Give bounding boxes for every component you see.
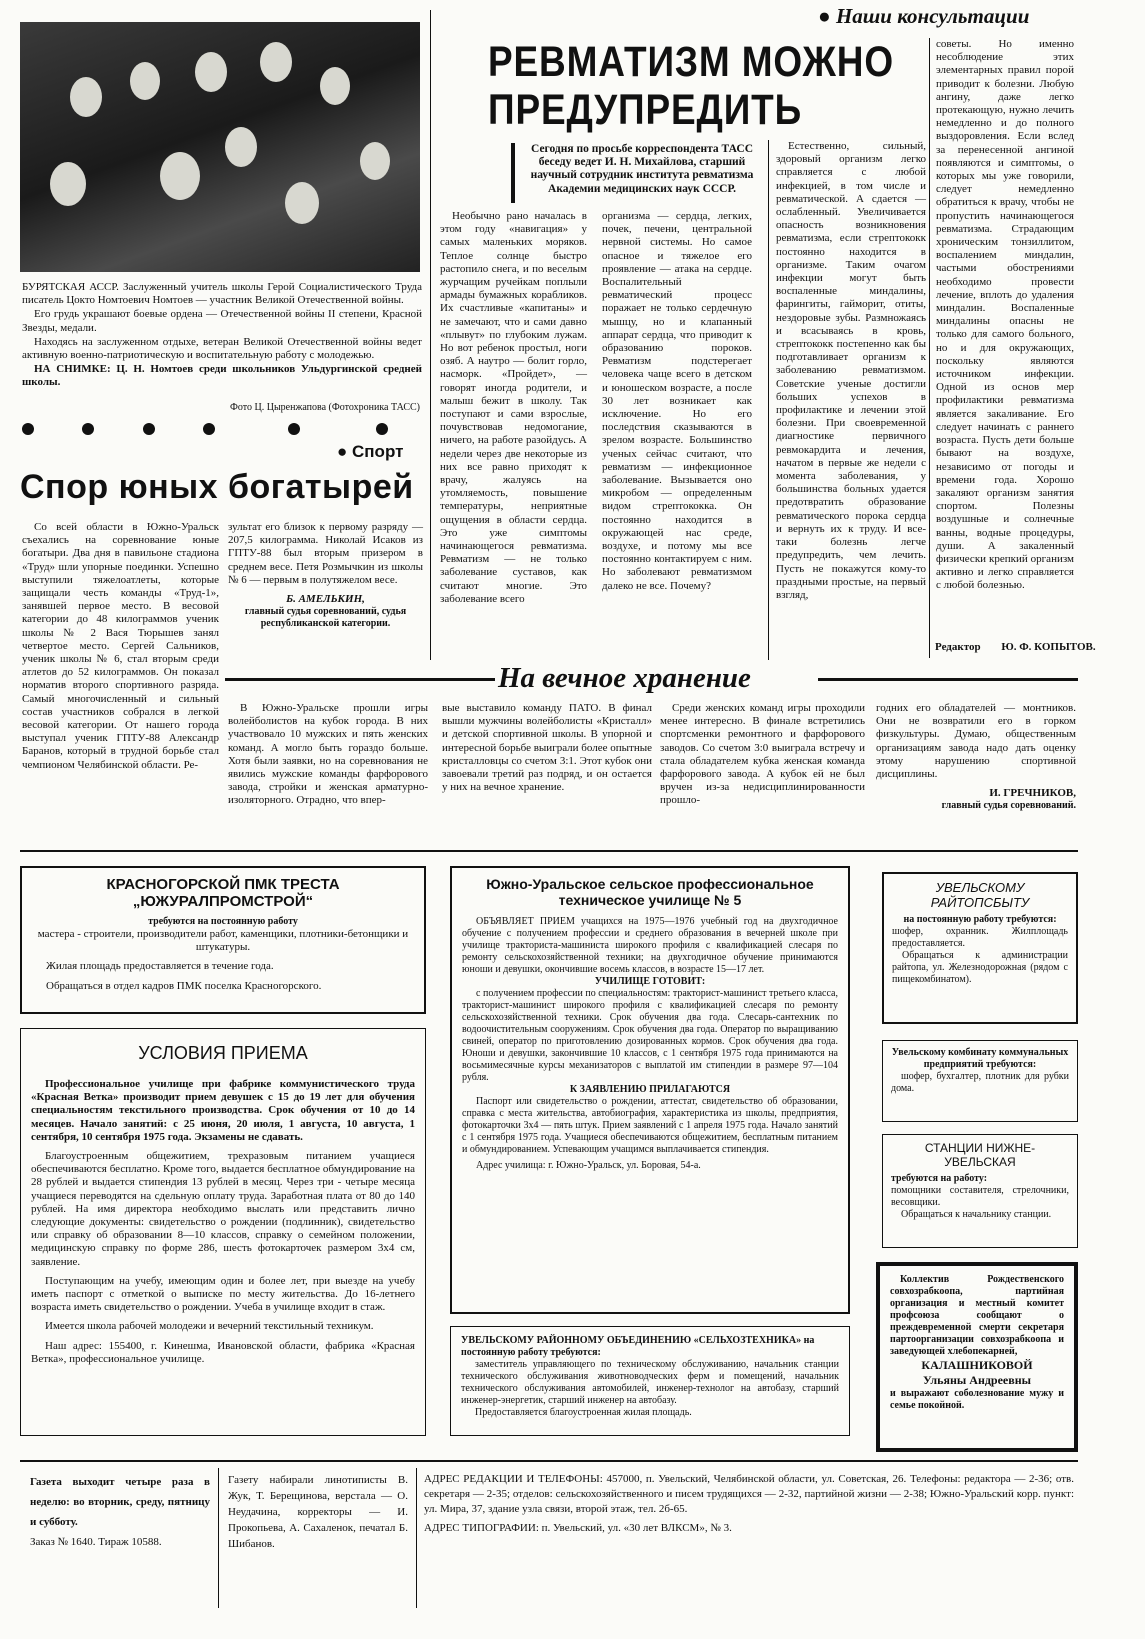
sport-col2: зультат его близок к первому разряду — 207,5 килограмма. Николай Исаков из ГПТУ-88 был вторым призером в среднем весе. Петя Розмычкин из школы № 6 — первым в полутяжелом весе. Б. АМЕЛЬКИН, главный судья соревнований, судья республиканской категории. xyxy=(228,521,423,630)
rheum-title-line2: ПРЕДУПРЕДИТЬ xyxy=(488,86,803,134)
separator-dot xyxy=(143,423,155,435)
footer-address: АДРЕС РЕДАКЦИИ И ТЕЛЕФОНЫ: 457000, п. Увельский, Челябинской области, ул. Советская, 26. Телефоны: редактора — 2-36; отв. секретаря — 2-35; отделов: сельскохозяйственного и писем трудящихся — 2-32, партийной жизни — 2-38; Южно-Уральский корр. пункт: ул. Мира, 37, здание узла связи, второй этаж, тел. 2б-65. АДРЕС ТИПОГРАФИИ: п. Увельский, ул. «30 лет ВЛКСМ», № 3. xyxy=(424,1473,1074,1534)
separator-dot xyxy=(203,423,215,435)
ad-condolence: Коллектив Рождественского совхозрабкоопа, партийная организация и местный комитет профсоюза сообщают о преждевременной смерти секретаря партоорганизации совхозрабкоопа и заведующей хлебопекарней, КАЛАШНИКОВОЙ Ульяны Андреевны и выражают соболезнование мужу и семье покойной. xyxy=(876,1262,1078,1452)
rheum-col1: Необычно рано началась в этом году «навигация» у самых маленьких моряков. Теплое солнце быстро растопило снега, и по веселым журчащим ручейкам поплыли армады бумажных корабликов. Их счастливые «капитаны» и не замечают, что и сами давно «плывут» по глубоким лужам. Но вот ребенок простыл, ноги озяб. А наутро — болит горло, насморк. «Пройдет», — говорят иногда родители, и малыш бежит в школу. Так поступают и сами взрослые, почувствовав недомогание, ничего, на работе разойдусь. А недели через две некоторые из них все равно приходят к врачу, жалуясь на утомляемость, повышение температуры, неприятные ощущения в области сердца. Это уже симптомы начинающегося ревматизма. Ревматизм — не только заболевание суставов, как считают многие. Это заболевание всего xyxy=(440,210,587,605)
lead-bar xyxy=(511,143,515,203)
sport-title: Спор юных богатырей xyxy=(20,468,414,506)
rheum-col2: организма — сердца, легких, почек, печени, центральной нервной системы. Но самое опасное и тяжелое его проявление — атака на сердце. Воспалительный ревматический процесс поражает не только сердечную мышцу, но и клапанный аппарат сердца, что приводит к образованию пороков. Ревматизм подстерегает человека чаще всего в детском и юношеском возрасте, а после 30 лет возникает как исключение. Но его последствия сказываются в зрелом возрасте. Большинство ученых сейчас считают, что ревматизм — инфекционное заболевание. Вызывается оно микробом — определенным видом стрептококка. Он постоянно находится в окружающей нас среде, воздухе, и потому мы все постоянно контактируем с ним. Но заболевают ревматизмом далеко не все. Почему? xyxy=(602,210,752,592)
footer-schedule: Газета выходит четыре раза в неделю: во вторник, среду, пятницу и субботу. Заказ № 1640. Тираж 10588. xyxy=(30,1476,210,1548)
ad-kombinat: Увельскому комбинату коммунальных предприятий требуются: шофер, бухгалтер, плотник для рубки дома. xyxy=(882,1040,1078,1122)
rheum-col4: советы. Но именно несоблюдение этих элементарных правил порой приводит к болезни. Любую ангину, даже легко протекающую, нужно лечить немедленно и до полного выздоровления. Если вслед за перенесенной ангиной появляются и симптомы, о которых мы уже говорили, следует немедленно обратиться к врачу, чтобы не пропустить начинающегося ревматизма. Страдающим хроническим тонзиллитом, воспалением миндалин, частыми обострениями необходимо провести лечение, вплоть до удаления миндалин. Воспаленные миндалины опасны не только для самого больного, но и для окружающих, поскольку являются источником инфекции. Одной из основ мер профилактики ревматизма является закаливание. Его следует начинать с раннего возраста. Пусть дети больше бывают на воздухе, независимо от погоды и времени года. Хорошо закаляют организм занятия спортом. Полезны воздушные и солнечные ванны, водные процедуры, души. А закаленный физически крепкий организм активно и легко справляется с любой болезнью. xyxy=(936,38,1074,592)
eternal-author-role: главный судья соревнований. xyxy=(941,800,1076,812)
eternal-col1: В Южно-Уральске прошли игры волейболистов на кубок города. В них участвовало 10 мужских и пять женских команд. А могло быть гораздо больше. Хотя были заявки, но на соревнования не явились мужские команды фарфорового завода, стройки и женская арматурно-изоляторного. Отрадно, что впер- xyxy=(228,702,428,807)
eternal-title: На вечное хранение xyxy=(498,662,751,694)
sport-author: Б. АМЕЛЬКИН, xyxy=(286,593,365,606)
separator-dot xyxy=(22,423,34,435)
ad-krasnogorsk: КРАСНОГОРСКОЙ ПМК ТРЕСТА „ЮЖУРАЛПРОМСТРОЙ“ требуются на постоянную работу мастера - строители, производители работ, каменщики, плотники-бетонщики и штукатуры. Жилая площадь предоставляется в течение года. Обращаться в отдел кадров ПМК поселка Красногорского. xyxy=(20,866,426,1014)
rheum-lead: Сегодня по просьбе корреспондента ТАСС беседу ведет И. Н. Михайлова, старший научный сотрудник института ревматизма Академии медицинских наук СССР. xyxy=(530,143,754,195)
footer-staff: Газету набирали линотиписты В. Жук, Т. Берещинова, верстала — О. Неудачина, корректоры — И. Прокопьева, А. Сахаленок, печатал Б. Шибанов. xyxy=(228,1474,408,1550)
bullet-icon: ● xyxy=(337,442,348,461)
bullet-icon: ● xyxy=(818,4,831,28)
sport-author-role: главный судья соревнований, судья республиканской категории. xyxy=(244,606,407,630)
sport-col1: Со всей области в Южно-Уральск съехались на соревнование юные богатыри. Два дня в павильоне стадиона «Труд» шли упорные поединки. Успешно выступили тяжелоатлеты, которые защищали честь команды «Труд-1», занявшей первое место. В весовой категории до 48 килограммов ученик школы № 2 Вася Тюрышев занял четвертое место. Сергей Сальников, ученик школы № 6, стал вторым среди атлетов до 52 килограммов. Он показал норматив второго спортивного разряда. Самый многочисленный и сильный состав участников собрался в легкой весовой категории. От нашего города выступал ученик ГПТУ-88 Александр Баранов, который в трудной борьбе стал чемпионом Челябинской области. Ре- xyxy=(22,521,219,771)
eternal-col3: Среди женских команд игры проходили менее интересно. В финале встретились спортсменки ремонтного и фарфорового заводов. Со счетом 3:0 выиграла встречу и стала обладателем кубка женская команда фарфорового завода. А кубок ей не был вручен из-за недисциплинированности прошло- xyxy=(660,702,865,807)
ad-raitopsbyt: УВЕЛЬСКОМУ РАЙТОПСБЫТУ на постоянную работу требуются: шофер, охранник. Жилплощадь предоставляется. Обращаться к администрации райтопа, ул. Железнодорожная (рядом с пищекомбинатом). xyxy=(882,872,1078,1024)
photo-credit: Фото Ц. Цыренжапова (Фотохроника ТАСС) xyxy=(230,402,420,413)
separator-dot xyxy=(376,423,388,435)
separator-dot xyxy=(82,423,94,435)
ad-station: СТАНЦИИ НИЖНЕ-УВЕЛЬСКАЯ требуются на работу: помощники составителя, стрелочники, весовщики. Обращаться к начальнику станции. xyxy=(882,1134,1078,1248)
photo-caption: БУРЯТСКАЯ АССР. Заслуженный учитель школы Герой Социалистического Труда писатель Цокто Номтоевич Номтоев — участник Великой Отечественной войны. Его грудь украшают боевые ордена — Отечественной войны II степени, Красной Звезды, медали. Находясь на заслуженном отдыхе, ветеран Великой Отечественной войны ведет активную военно-патриотическую и воспитательную работу с молодежью. НА СНИМКЕ: Ц. Н. Номтоев среди школьников Ульдургинской средней школы. xyxy=(22,281,422,389)
news-photo xyxy=(20,22,420,272)
rheum-title xyxy=(488,38,894,134)
consult-rubric: ● Наши консультации xyxy=(818,4,1030,28)
ad-school: Южно-Уральское сельское профессиональное техническое училище № 5 ОБЪЯВЛЯЕТ ПРИЕМ учащихся на 1975—1976 учебный год на двухгодичное обучение с получением профессии и среднего образования в вечерней школе при училище тракториста-машиниста широкого профиля с квалификацией слесаря по ремонту сельскохозяйственной техники; на двухгодичное обучение принимаются юноши и девушки, окончившие восемь классов, в возрасте 15—17 лет. УЧИЛИЩЕ ГОТОВИТ: с получением профессии по специальностям: тракторист-машинист третьего класса, тракторист-машинист широкого профиля с квалификацией слесаря по ремонту сельскохозяйственной техники. Срок обучения два года. Слесарь-сантехник по водоочистительным сооружениям. Срок обучения два года. Оператор по выращиванию свиней, оператор по приготовлению дозированных кормов. Срок обучения два года. Юноши и девушки, закончившие 10 классов, с 1 сентября 1975 года принимаются на восьмимесячные курсы механизаторов с выплатой им стипендии в размере 97—104 рубля. К ЗАЯВЛЕНИЮ ПРИЛАГАЮТСЯ Паспорт или свидетельство о рождении, аттестат, свидетельство об образовании, справка с места жительства, автобиография, характеристика из школы, предприятия, фотокарточки 3х4 — пять штук. Прием заявлений с 1 апреля 1975 года. Начало занятий с 1 сентября 1975 года. Учащиеся обеспечиваются общежитием, бесплатным питанием и обмундированием. Успевающим учащимся выплачивается стипендия. Адрес училища: г. Южно-Уральск, ул. Боровая, 54-а. xyxy=(450,866,850,1314)
separator-dot xyxy=(288,423,300,435)
eternal-author: И. ГРЕЧНИКОВ, xyxy=(989,787,1076,800)
rheum-col3: Естественно, сильный, здоровый организм легко справляется с любой инфекцией, в том числе и ревматической. А сдается — ослабленный. Увеличивается опасность возникновения ревматизма, если стрептококк постоянно находится в организме. Таким очагом инфекции могут быть воспаленные миндалины, фарингиты, гайморит, отиты, нездоровые зубы. Размножаясь и всасываясь в кровь, стрептококк постепенно как бы подготавливает организм к заболеванию ревматизмом. Советские ученые достигли больших успехов в профилактике и лечении этой болезни. При своевременной диагностике первичного ревмокардита и лечения, начатом в первые же недели с момента заболевания, у большинства больных удается предотвратить образование ревматического порока сердца и вернуть их к труду. И все-таки болезнь легче предупредить, чем лечить. Пусть не покажутся кому-то праздными простые, на первый взгляд, xyxy=(776,140,926,601)
ad-selkhoztekhnika: УВЕЛЬСКОМУ РАЙОННОМУ ОБЪЕДИНЕНИЮ «СЕЛЬХОЗТЕХНИКА» на постоянную работу требуются: заместитель управляющего по техническому обслуживанию, начальник станции технического обслуживания животноводческих ферм и помещений, начальник технического обслуживания автомобилей, инженер-технолог на автобазу, старший инженер-энергетик, старший инженер на автобазу. Предоставляется благоустроенная жилая площадь. xyxy=(450,1326,850,1436)
rheum-title-line1: РЕВМАТИЗМ МОЖНО xyxy=(488,38,895,86)
rheum-signature: Редактор Ю. Ф. КОПЫТОВ. xyxy=(935,641,1096,653)
eternal-col4: годних его обладателей — монтников. Они не возвратили его в горком физкультуры. Думаю, общественным организациям завода надо дать оценку этому нарушению спортивной дисциплины. И. ГРЕЧНИКОВ, главный судья соревнований. xyxy=(876,702,1076,812)
ad-conditions: УСЛОВИЯ ПРИЕМА Профессиональное училище при фабрике коммунистического труда «Красная Ветка» производит прием девушек с 15 до 19 лет для обучения специальностям текстильного производства. Срок обучения от 10 до 14 месяцев. Начало занятий: с 25 июня, 20 июля, 1 августа, 10 августа, 1 сентября, 10 сентября 1975 года. Экзамены не сдавать. Благоустроенным общежитием, трехразовым питанием учащиеся обеспечиваются бесплатно. Кроме того, выдается бесплатное обмундирование на 28 рублей и выдается стипендия 13 рублей в месяц. Через три - четыре месяца учащиеся переводятся на сдельную оплату труда. Заработная плата от 80 до 140 рублей. На имя директора необходимо выслать или представить лично следующие документы: свидетельство о рождении (подлинник), свидетельство или справку об образовании 8—10 классов, справку о семейном положении, медицинскую справку по форме 286, шесть фотокарточек размером 3х4 см, заявление. Поступающим на учебу, имеющим один и более лет, при выезде на учебу иметь паспорт с отметкой о выписке по месту жительства. До 16-летнего возраста иметь свидетельство о рождении. Учеба в училище входит в стаж. Имеется школа рабочей молодежи и вечерний текстильный техникум. Наш адрес: 155400, г. Кинешма, Ивановской области, фабрика «Красная Ветка», профессиональное училище. xyxy=(20,1028,426,1436)
eternal-col2: вые выставило команду ПАТО. В финал вышли мужчины волейболисты «Кристалл» и детской спортивной школы. В упорной и интересной борьбе выиграли более опытные кристалловцы со счетом 3:1. Этот кубок они завоевали третий раз подряд, и он остается у них на вечное хранение. xyxy=(442,702,653,794)
sport-rubric: ● Спорт xyxy=(337,442,404,461)
